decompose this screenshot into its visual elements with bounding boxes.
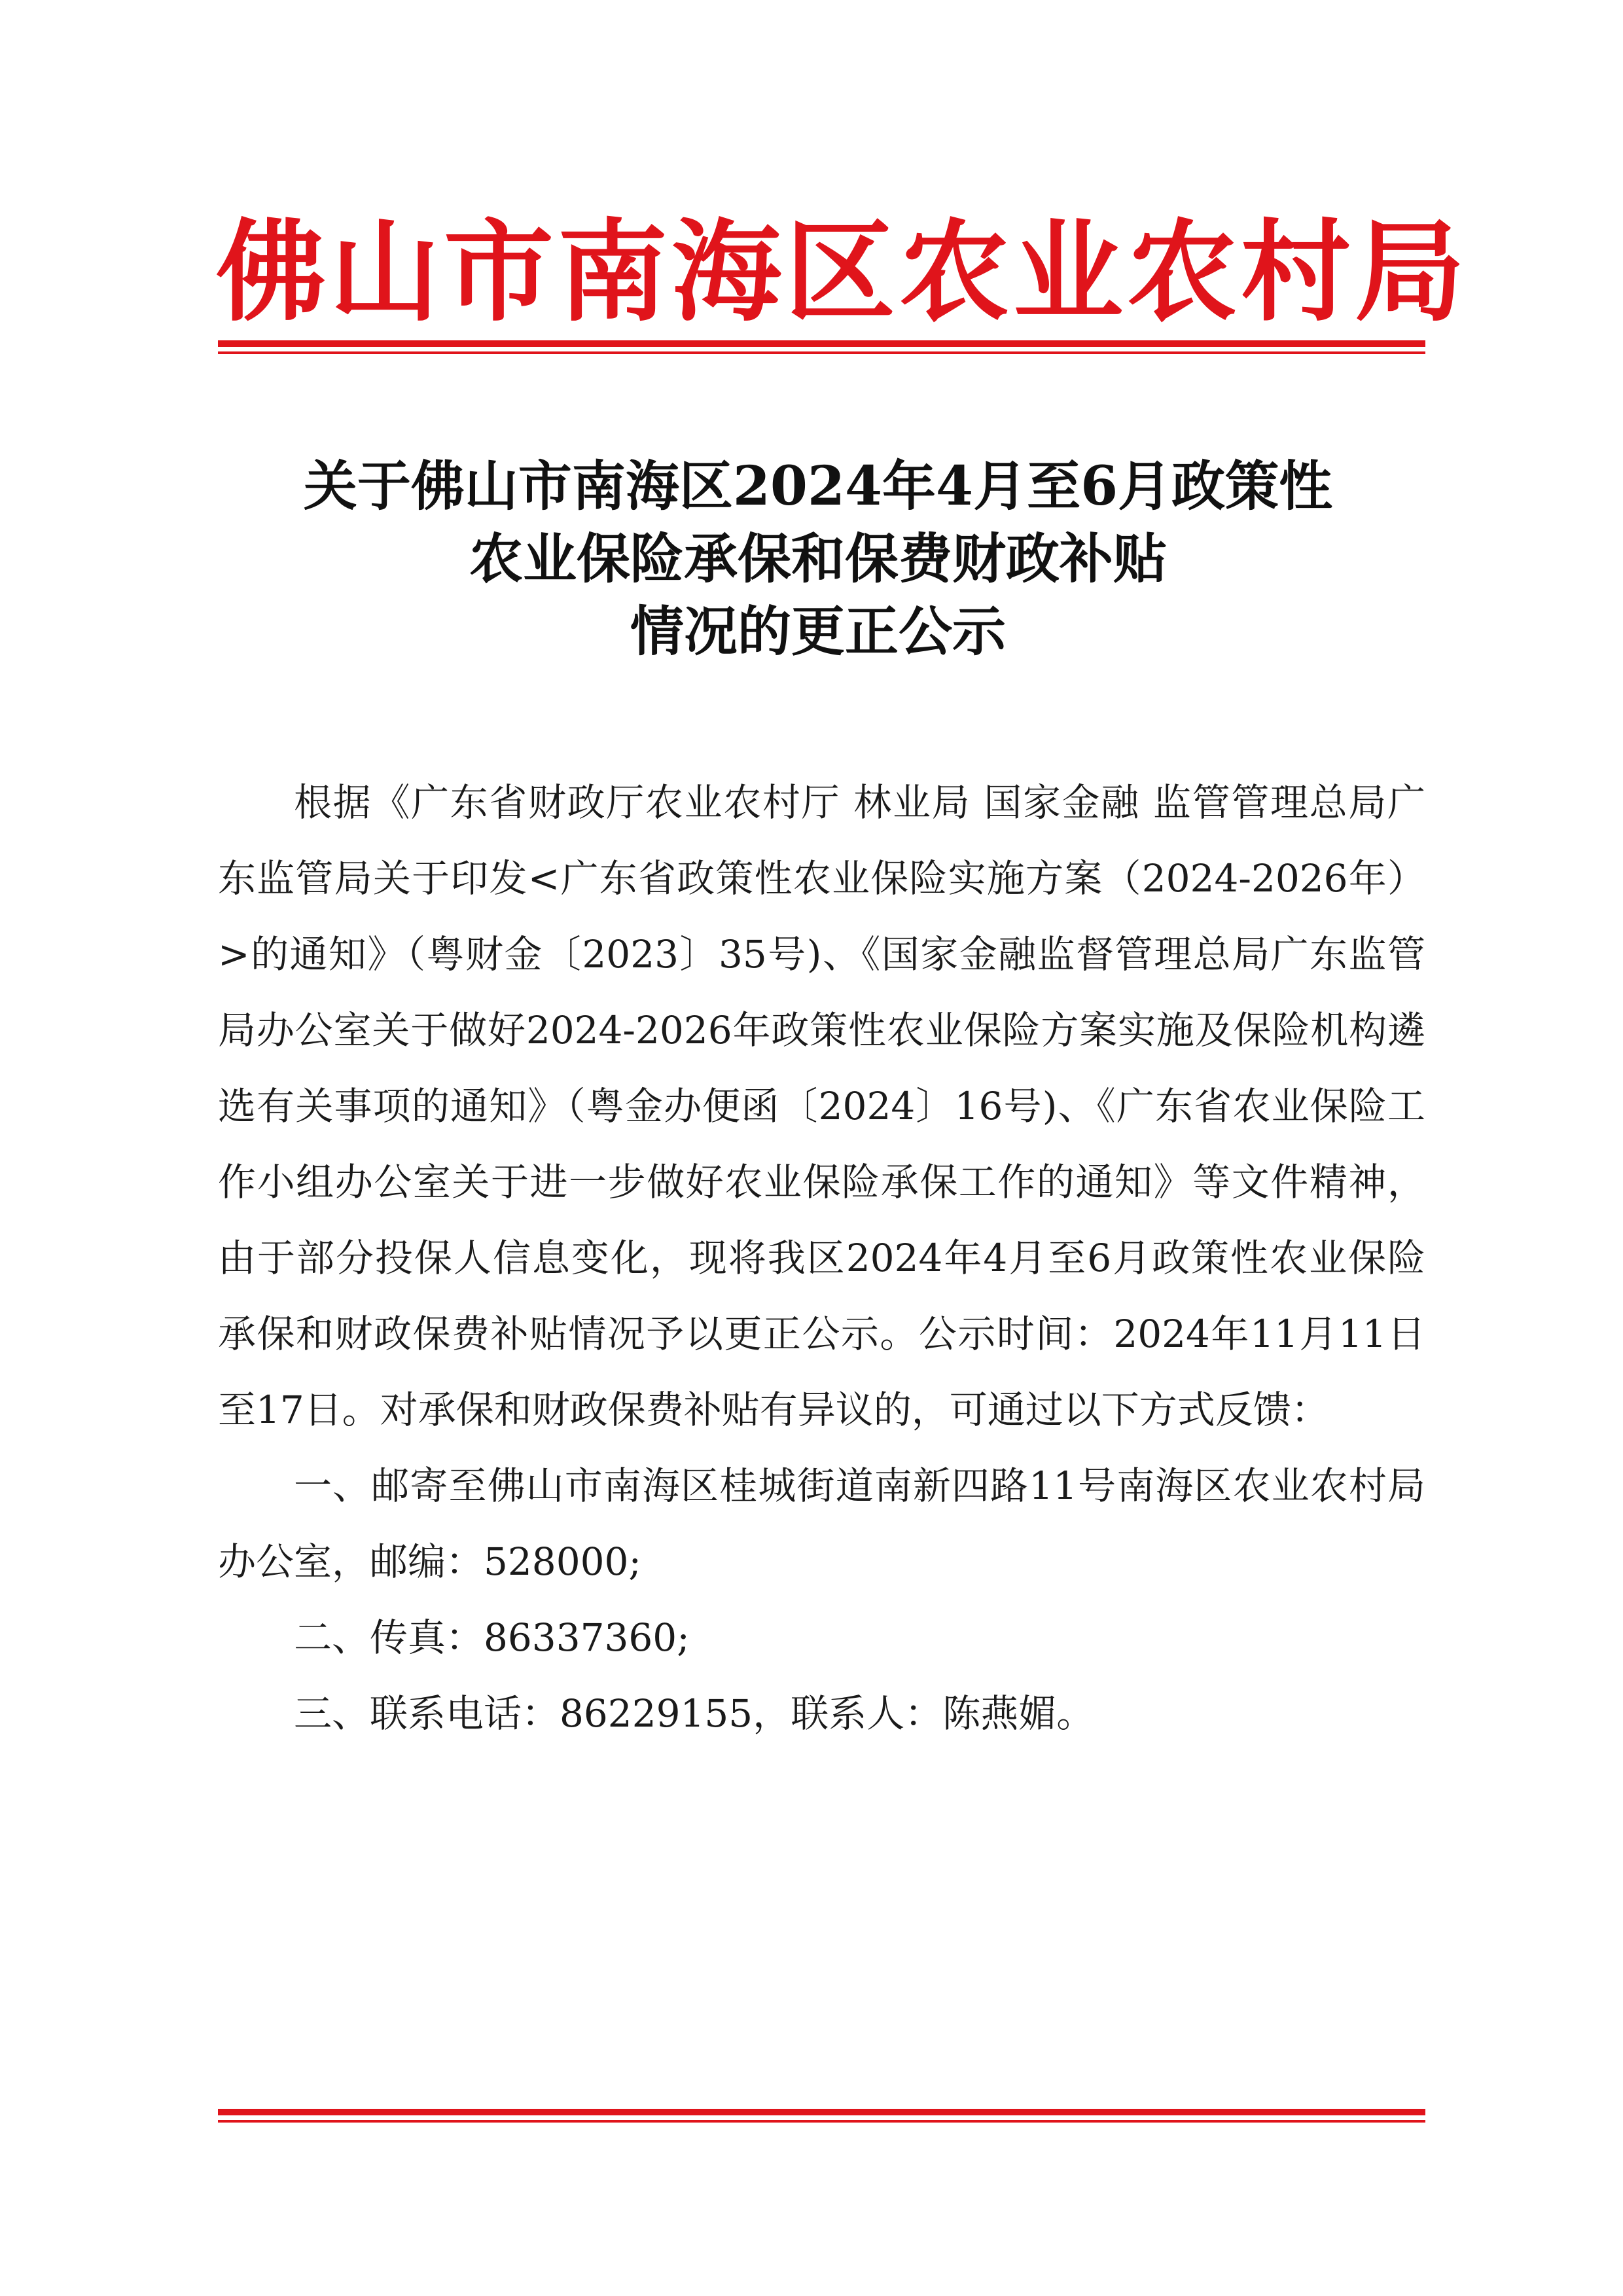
- footer-rule-thin: [218, 2120, 1425, 2123]
- letterhead-red-rule: [218, 340, 1425, 354]
- footer-red-rule: [218, 2109, 1425, 2123]
- title-line-3: 情况的更正公示: [630, 600, 1006, 663]
- body-paragraph-main: 根据《广东省财政厅农业农村厅 林业局 国家金融 监管管理总局广东监管局关于印发<广东省政策性农业保险实施方案（2024-2026年）>的通知》（粤财金〔2023〕35号)、《国家金融监督管理总局广东监管局办公室关于做好2024-2026年政策性农业保险方案实施及保险机构遴选有关事项的通知》（粤金办便函〔2024〕16号)、《广东省农业保险工作小组办公室关于进一步做好农业保险承保工作的通知》等文件精神，由于部分投保人信息变化，现将我区2024年4月至6月政策性农业保险承保和财政保费补贴情况予以更正公示。公示时间：2024年11月11日至17日。对承保和财政保费补贴有异议的，可通过以下方式反馈：: [218, 780, 1425, 1432]
- document-title: [216, 450, 1420, 668]
- red-rule-thin: [218, 351, 1425, 354]
- body-item-mail: 一、邮寄至佛山市南海区桂城街道南新四路11号南海区农业农村局办公室，邮编：528000;: [218, 1463, 1425, 1584]
- footer-rule-thick: [218, 2109, 1425, 2115]
- title-line-1: 关于佛山市南海区2024年4月至6月政策性: [303, 455, 1333, 518]
- letterhead-title: 佛山市南海区农业农村局: [216, 207, 1469, 336]
- red-rule-thick: [218, 340, 1425, 347]
- body-item-phone: 三、联系电话：86229155，联系人：陈燕媚。: [294, 1691, 1095, 1736]
- document-body: [218, 764, 1425, 1751]
- body-item-fax: 二、传真：86337360;: [294, 1615, 690, 1660]
- title-line-2: 农业保险承保和保费财政补贴: [469, 528, 1167, 590]
